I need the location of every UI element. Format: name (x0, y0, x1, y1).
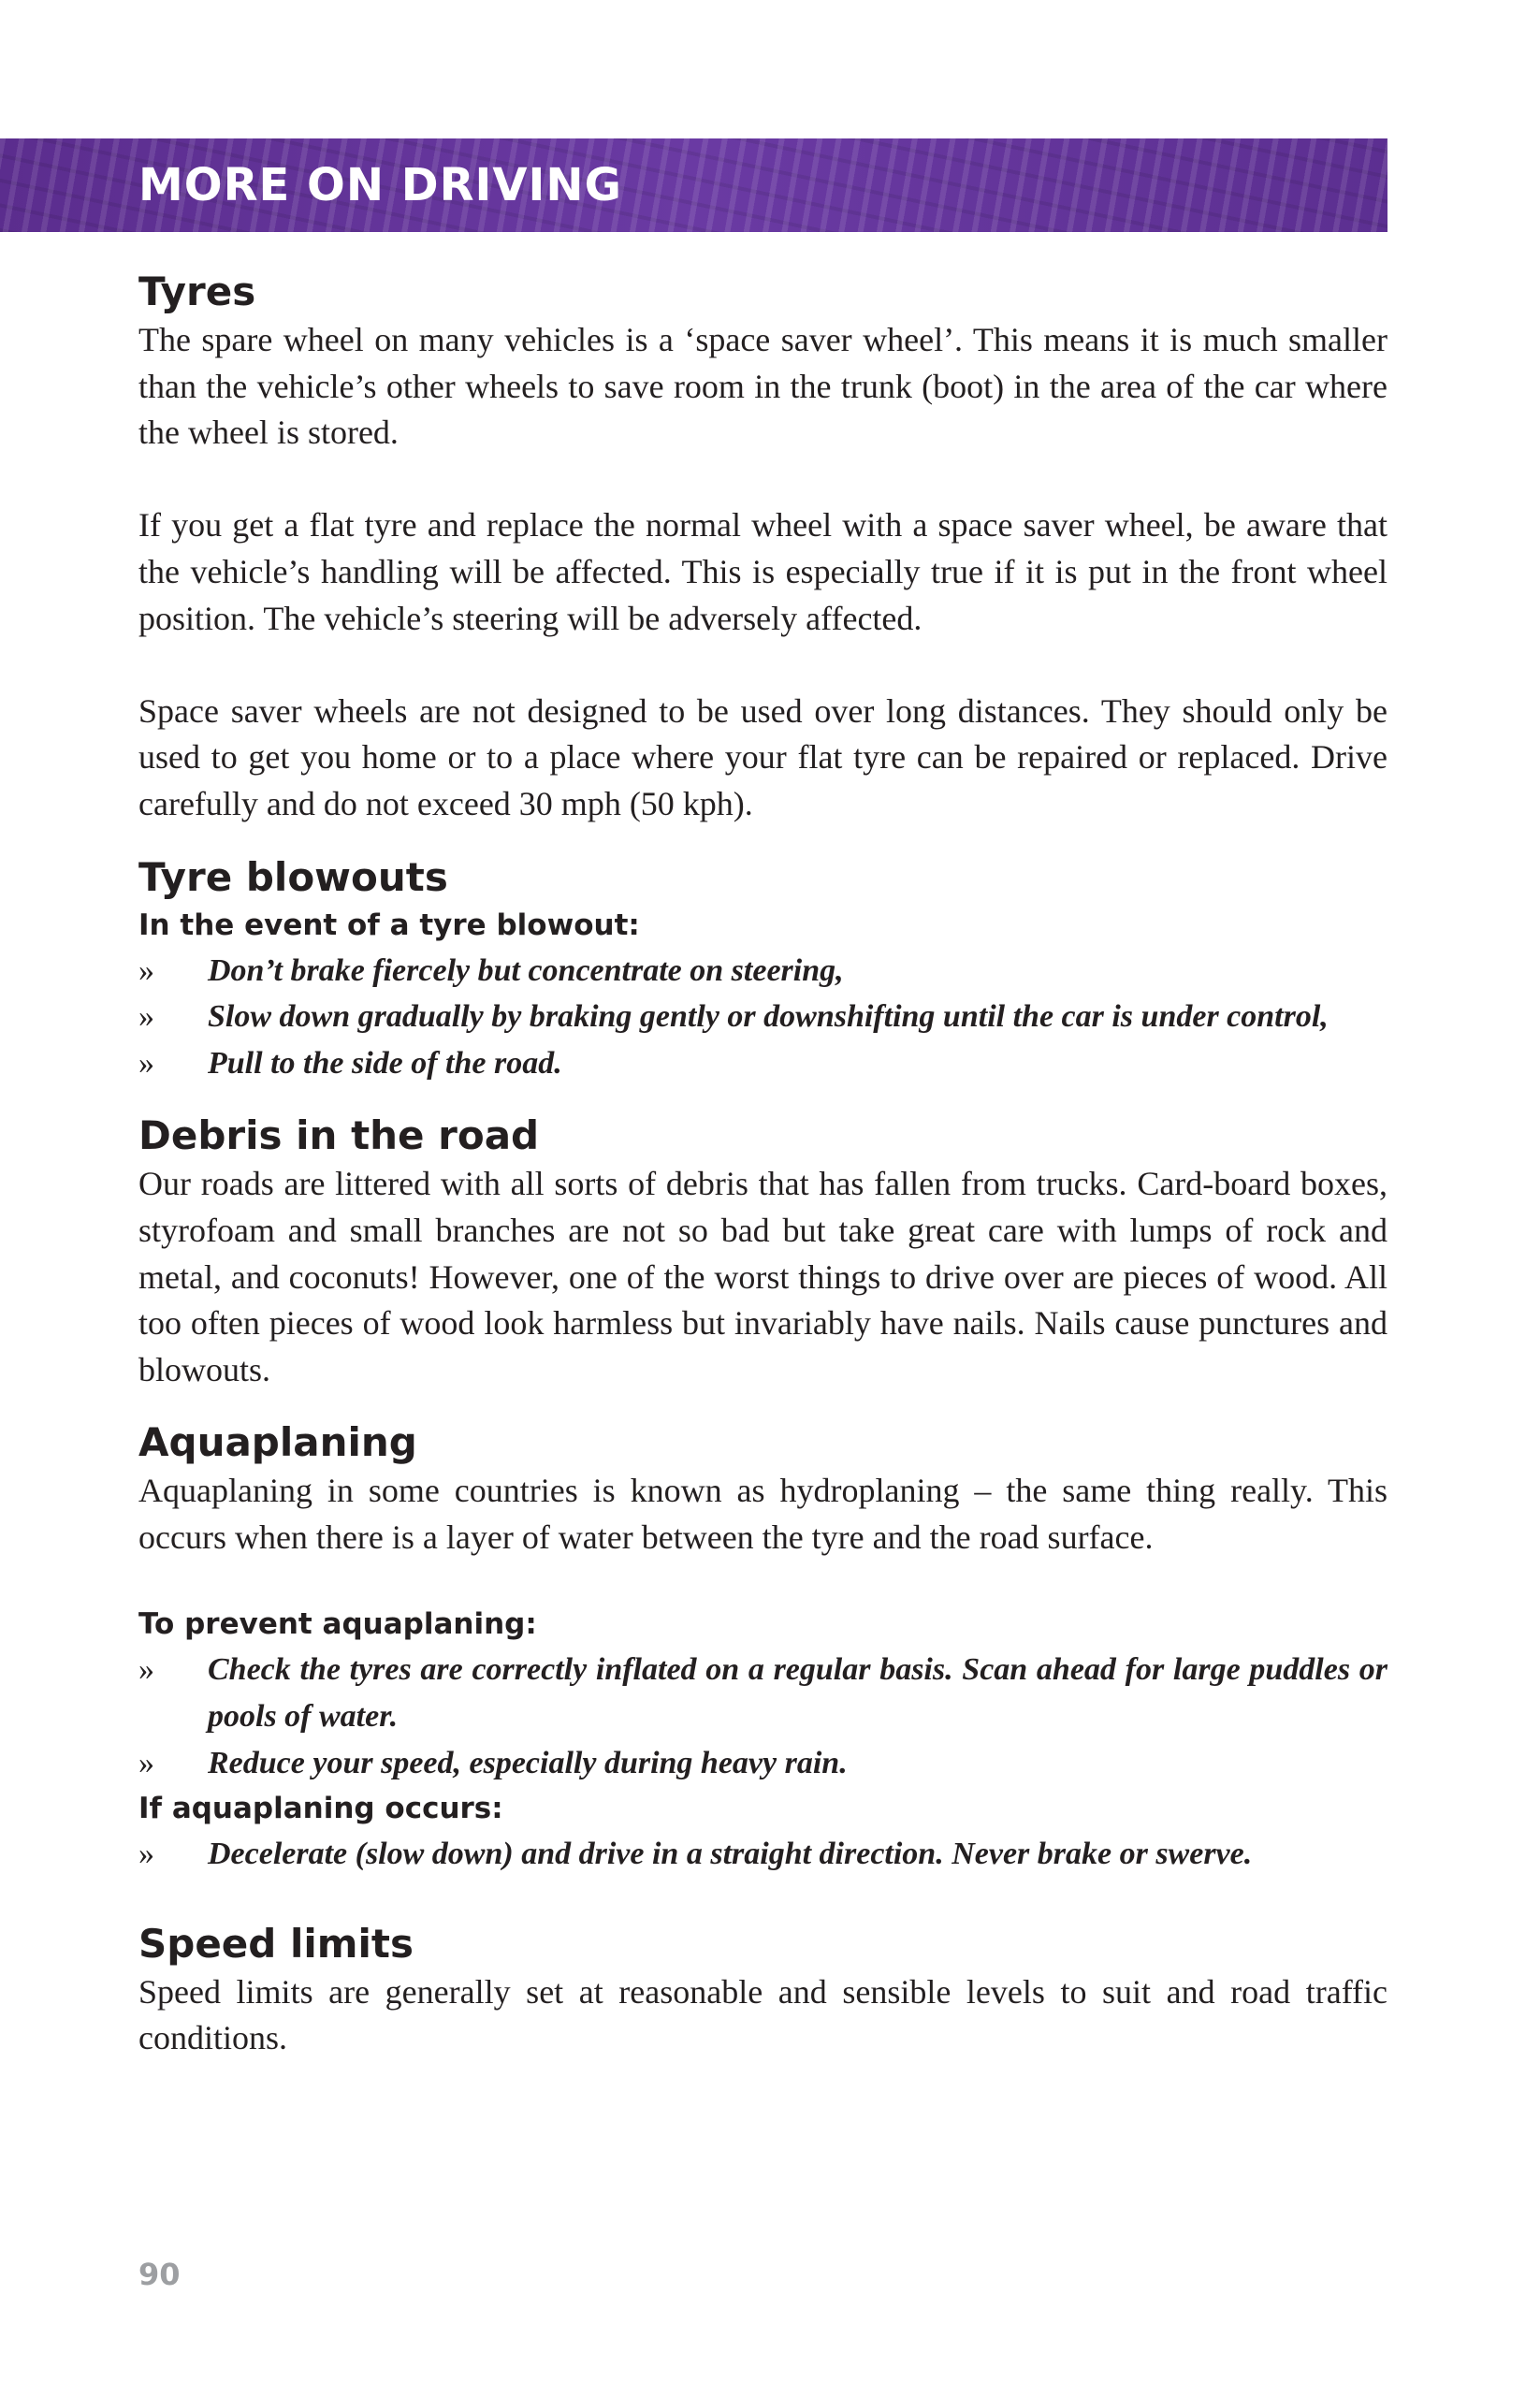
subheading: If aquaplaning occurs: (138, 1792, 503, 1826)
section-heading: Aquaplaning (138, 1419, 417, 1466)
paragraph: If you get a flat tyre and replace the normal wheel with a space saver wheel, be aware that the vehicle’s handling will be affected. This is especially true if it is put in the front wheel position. The vehicle’s steering will be adversely affected. (138, 506, 1387, 637)
bullet-list (138, 1831, 1387, 1878)
paragraph: Speed limits are generally set at reasonable and sensible levels to suit and road traffic conditions. (138, 1972, 1387, 2057)
page-content (138, 267, 1387, 2062)
section-aquaplaning (138, 1417, 1387, 1878)
section-debris (138, 1111, 1387, 1393)
list-item: » Pull to the side of the road. (138, 1040, 1387, 1087)
list-item: » Reduce your speed, especially during heavy rain. (138, 1740, 1387, 1787)
section-banner (0, 138, 1387, 232)
section-tyre-blowouts (138, 852, 1387, 1087)
section-tyres (138, 267, 1387, 828)
section-heading: Tyres (138, 269, 256, 314)
section-heading: Speed limits (138, 1920, 414, 1967)
paragraph: The spare wheel on many vehicles is a ‘space saver wheel’. This means it is much smaller than the vehicle’s other wheels to save room in the trunk (boot) in the area of the car where the wheel is stored. (138, 321, 1387, 452)
paragraph: Our roads are littered with all sorts of debris that has fallen from trucks. Card-board boxes, styrofoam and small branches are not so bad but take great care with lumps of rock and metal, and coconuts! However, one of the worst things to drive over are pieces of wood. All too often pieces of wood look harmless but invariably have nails. Nails cause punctures and blowouts. (138, 1165, 1387, 1388)
list-item: » Don’t brake fiercely but concentrate on steering, (138, 948, 1387, 995)
section-heading: Tyre blowouts (138, 853, 448, 900)
list-item: » Slow down gradually by braking gently or downshifting until the car is under control, (138, 994, 1387, 1040)
subheading: In the event of a tyre blowout: (138, 908, 640, 942)
list-item: » Decelerate (slow down) and drive in a straight direction. Never brake or swerve. (138, 1831, 1387, 1878)
paragraph: Space saver wheels are not designed to be used over long distances. They should only be used to get you home or to a place where your flat tyre can be repaired or replaced. Drive carefully and do not exceed 30 mph (50 kph). (138, 691, 1387, 822)
section-heading: Debris in the road (138, 1112, 540, 1159)
page-number: 90 (138, 2257, 181, 2292)
bullet-list (138, 1647, 1387, 1786)
bullet-list (138, 948, 1387, 1087)
list-item: » Check the tyres are correctly inflated on a regular basis. Scan ahead for large puddles or pools of water. (138, 1647, 1387, 1739)
banner-title: MORE ON DRIVING (138, 159, 622, 211)
section-speed-limits (138, 1919, 1387, 2062)
paragraph: Aquaplaning in some countries is known as hydroplaning – the same thing really. This occurs when there is a layer of water between the tyre and the road surface. (138, 1472, 1387, 1556)
subheading: To prevent aquaplaning: (138, 1607, 537, 1642)
